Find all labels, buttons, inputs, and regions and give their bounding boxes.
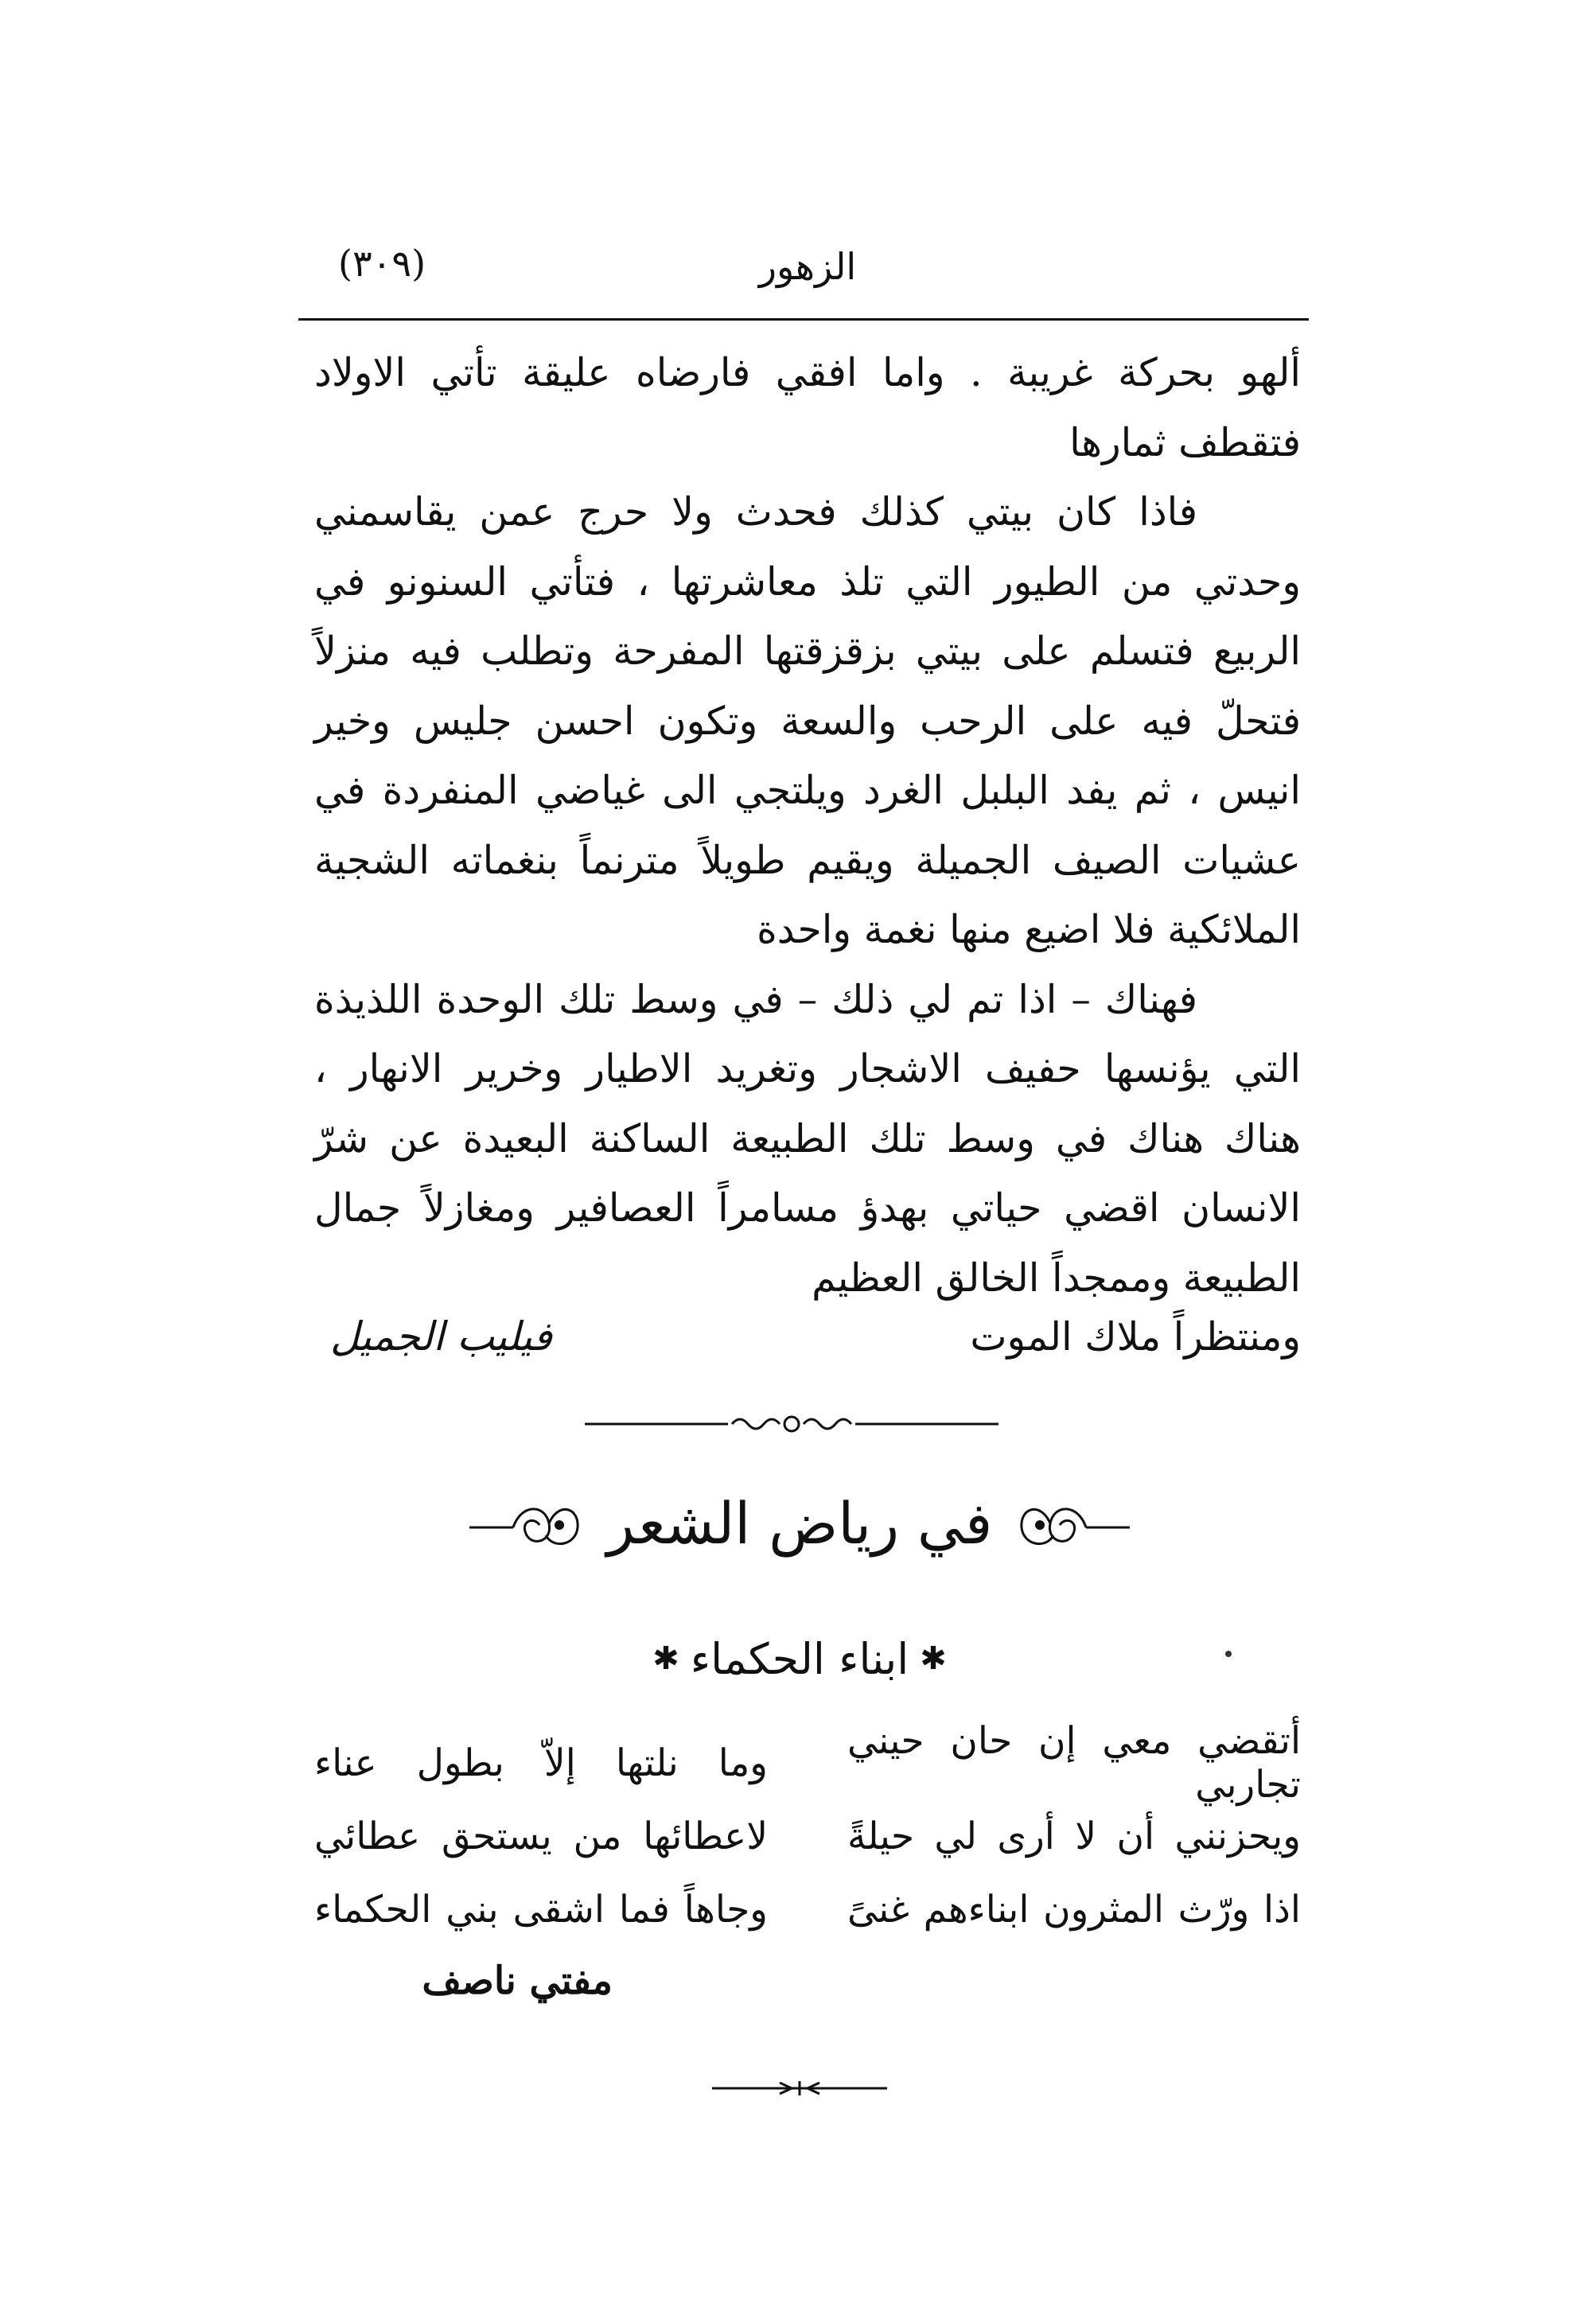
hemistich-second: وما نلتها إلاّ بطول عناء [314,1741,768,1785]
hemistich-second: لاعطائها من يستحق عطائي [314,1814,768,1858]
page-header [314,231,1301,302]
stray-mark [1225,1651,1232,1657]
poem-verse [314,1719,1301,1807]
prose-paragraph: فهناك – اذا تم لي ذلك – في وسط تلك الوحدة اللذيذة التي يؤنسها حفيف الاشجار وتغريد الاطيار وخرير الانهار ، هناك هناك في وسط تلك الطبيعة الساكنة البعيدة عن شرّ الانسان اقضي حياتي بهدؤ مسامراً العصافير ومغازلاً جمال الطبيعة وممجداً الخالق العظيم [314,976,1301,1301]
star-ornament-icon: ✱ [920,1640,947,1677]
section-title [450,1472,1150,1575]
section-title-text: في رياض الشعر [606,1490,993,1557]
hemistich-first: اذا ورّث المثرون ابناءهم غنىً [847,1887,1301,1932]
poem-verse [314,1799,1301,1873]
page-number: (٣٠٩) [338,242,426,285]
flourish-left-icon [465,1492,585,1555]
end-ornament [712,2076,887,2100]
flourish-right-icon [1014,1492,1134,1555]
poem-title [609,1623,991,1694]
hemistich-second: وجاهاً فما اشقى بني الحكماء [314,1887,768,1932]
header-rule [298,318,1309,321]
ornament-divider [585,1408,998,1440]
prose-body [314,338,1301,1313]
prose-paragraph: فاذا كان بيتي كذلك فحدث ولا حرج عمن يقاسمني وحدتي من الطيور التي تلذ معاشرتها ، فتأتي السنونو في الربيع فتسلم على بيتي بزقزقتها المفرحة وتطلب فيه منزلاً فتحلّ فيه على الرحب والسعة وتكون احسن جليس وخير انيس ، ثم يفد البلبل الغرد ويلتجي الى غياضي المنفردة في عشيات الصيف الجميلة ويقيم طويلاً مترنماً بنغماته الشجية الملائكية فلا اضيع منها نغمة واحدة [314,489,1301,952]
poem-verse [314,1873,1301,1946]
author-signature: فيليب الجميل [330,1313,552,1360]
star-ornament-icon: ✱ [652,1640,679,1677]
running-title: الزهور [758,245,857,288]
closing-line: ومنتظراً ملاك الموت [970,1313,1301,1360]
poem-title-text: ابناء الحكماء [690,1633,909,1684]
prose-paragraph: ألهو بحركة غريبة . واما افقي فارضاه عليقة تأتي الاولاد فتقطف ثمارها [314,350,1301,465]
closing-row [314,1301,1301,1372]
hemistich-first: أتقضي معي إن حان حيني تجاربي [847,1719,1301,1807]
hemistich-first: ويحزنني أن لا أرى لي حيلةً [847,1814,1301,1858]
poet-name: مفتي ناصف [422,1959,613,2003]
poem [314,1719,1301,1946]
